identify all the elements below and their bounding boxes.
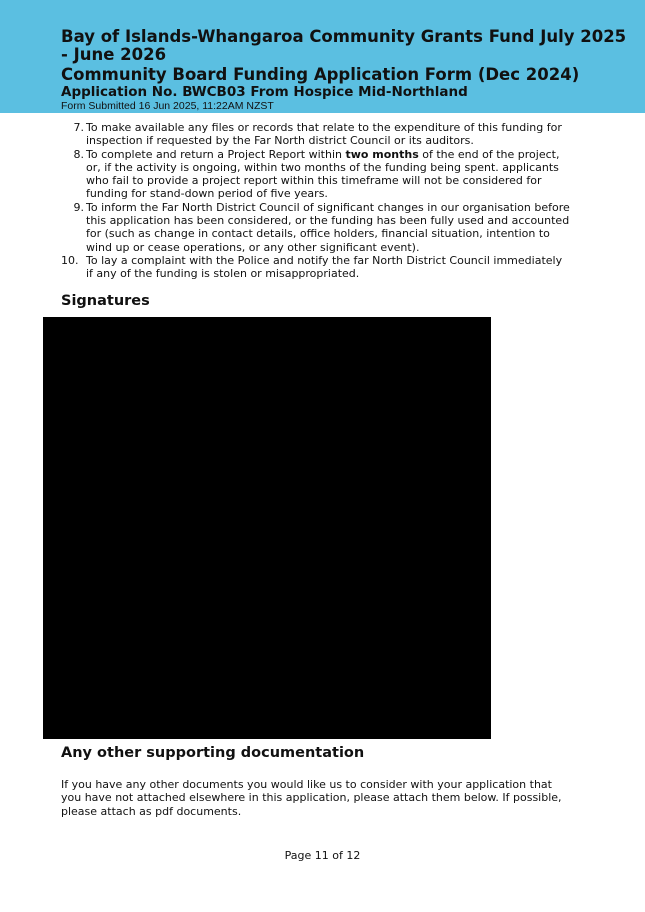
- list-item-number: 9.: [73, 200, 84, 214]
- list-item-number: 8.: [73, 147, 84, 161]
- page-header: [0, 0, 645, 113]
- form-subtitle: Community Board Funding Application Form (Dec 2024): [61, 65, 580, 84]
- signatures-heading: Signatures: [61, 293, 150, 309]
- paragraph-line: you have not attached elsewhere in this application, please attach them below. If possible,: [61, 791, 562, 805]
- signature-image-redacted: [43, 317, 491, 739]
- list-item: [61, 254, 571, 281]
- list-item: [61, 148, 571, 201]
- list-item-text: To make available any files or records that relate to the expenditure of this funding for inspection if requested by the Far North district Council or its auditors.: [86, 121, 562, 148]
- application-number: Application No. BWCB03 From Hospice Mid-Northland: [61, 84, 468, 100]
- submission-timestamp: Form Submitted 16 Jun 2025, 11:22AM NZST: [61, 100, 274, 112]
- form-title: Bay of Islands-Whangaroa Community Grants Fund July 2025 - June 2026: [61, 27, 627, 64]
- supporting-docs-text: [61, 778, 581, 818]
- list-item-text: To lay a complaint with the Police and notify the far North District Council immediately if any of the funding is stolen or misappropriated.: [86, 253, 563, 281]
- supporting-docs-heading: Any other supporting documentation: [61, 745, 365, 761]
- paragraph-line: please attach as pdf documents.: [61, 804, 242, 818]
- page-number: Page 11 of 12: [284, 849, 361, 862]
- list-item-number: 10.: [61, 253, 79, 267]
- conditions-list: [61, 121, 571, 281]
- list-item: [61, 201, 571, 254]
- paragraph-line: If you have any other documents you would like us to consider with your application that: [61, 778, 552, 791]
- list-item-text: To inform the Far North District Council of significant changes in our organisation before this application has been considered, or the funding has been fully used and accounted for (such as change in contact details, office holders, financial situation, intention to wind up or cease operations, or any other significant event).: [86, 200, 570, 254]
- bold-deadline: two months: [345, 147, 419, 161]
- list-item-number: 7.: [73, 121, 84, 134]
- list-item-text: To complete and return a Project Report within two months of the end of the project, or, if the activity is ongoing, within two months of the funding being spent. applicants who fail to provide a project report within this timeframe will not be considered for funding for stand-down period of five years.: [86, 147, 560, 201]
- list-item: [61, 121, 571, 148]
